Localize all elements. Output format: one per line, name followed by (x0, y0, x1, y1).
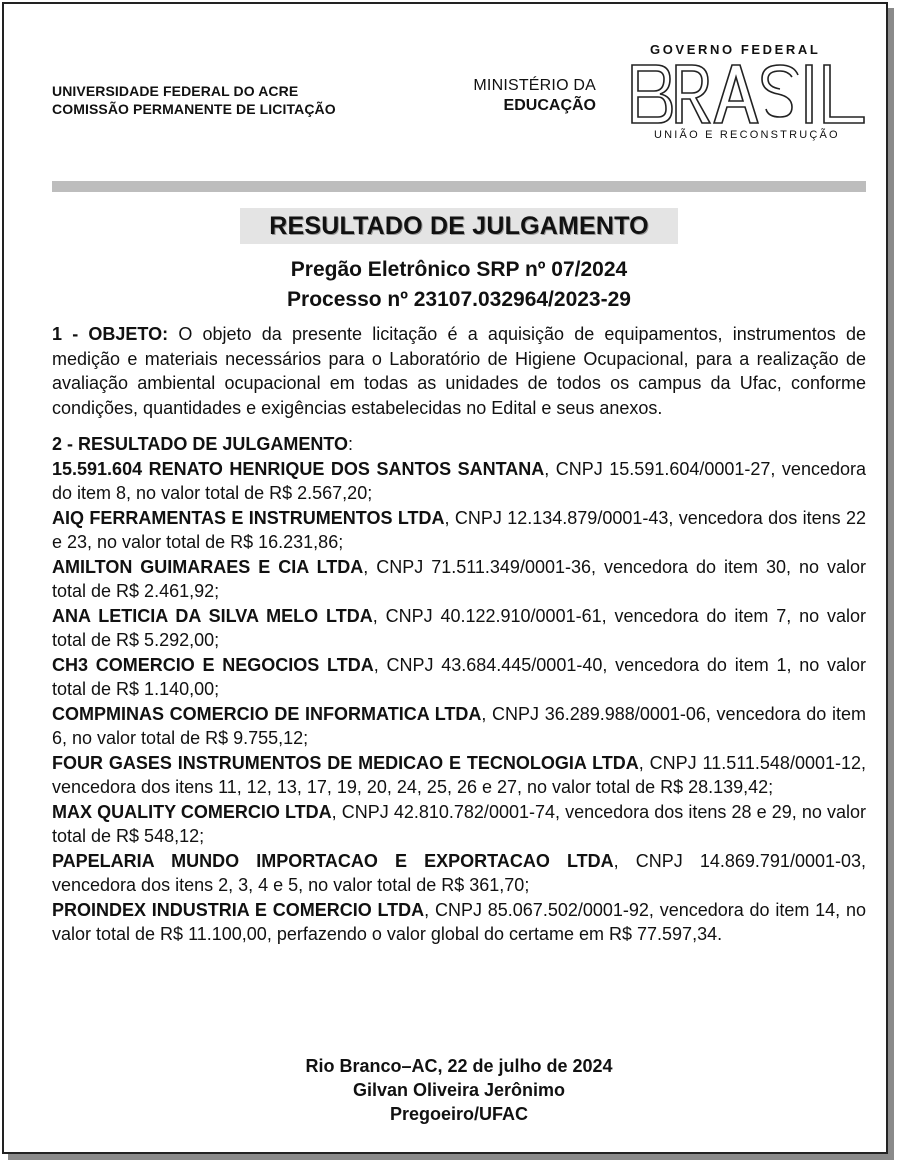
document-title: RESULTADO DE JULGAMENTO (269, 212, 649, 240)
winner-details: , CNPJ 15.591.604/0001-27, vencedora do item 8, no valor total de R$ 2.567,20; (52, 458, 866, 503)
notice-body (52, 322, 866, 947)
header-divider (52, 181, 866, 192)
winner-entry (52, 506, 866, 555)
signature-place-date: Rio Branco–AC, 22 de julho de 2024 (305, 1056, 613, 1076)
ministry-line2: EDUCAÇÃO (503, 97, 596, 114)
signature-role: Pregoeiro/UFAC (389, 1104, 529, 1124)
commission-name: COMISSÃO PERMANENTE DE LICITAÇÃO (52, 101, 336, 117)
signature-block (52, 1054, 866, 1126)
winner-details: , CNPJ 14.869.791/0001-03, vencedora dos itens 2, 3, 4 e 5, no valor total de R$ 361,70; (52, 850, 867, 895)
objeto-paragraph (52, 322, 866, 420)
winner-name: FOUR GASES INSTRUMENTOS DE MEDICAO E TECNOLOGIA LTDA (52, 752, 639, 773)
winner-name: AMILTON GUIMARAES E CIA LTDA (52, 556, 364, 577)
document-title-box (240, 208, 678, 244)
winner-entry (52, 849, 866, 898)
subtitle-pregao: Pregão Eletrônico SRP nº 07/2024 (290, 258, 628, 281)
winner-details: , CNPJ 85.067.502/0001-92, vencedora do item 14, no valor total de R$ 11.100,00, perfazendo o valor global do certame em R$ 77.597,34. (52, 899, 866, 944)
gov-bottom-label: UNIÃO E RECONSTRUÇÃO (654, 129, 840, 141)
winner-name: 15.591.604 RENATO HENRIQUE DOS SANTOS SANTANA (52, 458, 545, 479)
government-logo (628, 42, 870, 141)
institution-header (52, 82, 336, 118)
winner-entry (52, 702, 866, 751)
result-heading (52, 432, 866, 457)
winner-entry (52, 898, 866, 947)
winner-details: , CNPJ 40.122.910/0001-61, vencedora do item 7, no valor total de R$ 5.292,00; (52, 605, 867, 650)
result-colon: : (348, 434, 354, 454)
brasil-logo-icon (628, 63, 868, 125)
winner-details: , CNPJ 43.684.445/0001-40, vencedora do item 1, no valor total de R$ 1.140,00; (52, 654, 867, 699)
winner-entry (52, 555, 866, 604)
winner-name: MAX QUALITY COMERCIO LTDA (52, 801, 332, 822)
winner-name: PROINDEX INDUSTRIA E COMERCIO LTDA (52, 899, 425, 920)
winner-details: , CNPJ 71.511.349/0001-36, vencedora do item 30, no valor total de R$ 2.461,92; (52, 556, 867, 601)
winner-name: CH3 COMERCIO E NEGOCIOS LTDA (52, 654, 374, 675)
institution-name: UNIVERSIDADE FEDERAL DO ACRE (52, 83, 299, 99)
result-label: 2 - RESULTADO DE JULGAMENTO (52, 434, 349, 454)
signature-name: Gilvan Oliveira Jerônimo (352, 1080, 566, 1100)
winner-details: , CNPJ 11.511.548/0001-12, vencedora dos itens 11, 12, 13, 17, 19, 20, 24, 25, 26 e 27, no valor total de R$ 28.139,42; (52, 752, 867, 797)
ministry-line1: MINISTÉRIO DA (473, 77, 596, 94)
ministry-logo (458, 76, 596, 116)
winner-details: , CNPJ 12.134.879/0001-43, vencedora dos itens 22 e 23, no valor total de R$ 16.231,86; (52, 507, 866, 552)
gov-top-label: GOVERNO FEDERAL (650, 42, 821, 57)
objeto-text: O objeto da presente licitação é a aquisição de equipamentos, instrumentos de medição e materiais necessários para o Laboratório de Higiene Ocupacional, para a realização de avaliação ambiental ocupacional em todas as unidades de todos os campus da Ufac, conforme condições, quantidades e exigências estabelecidas no Edital e seus anexos. (52, 324, 866, 418)
subtitle-processo: Processo nº 23107.032964/2023-29 (287, 288, 631, 311)
winner-details: , CNPJ 36.289.988/0001-06, vencedora do item 6, no valor total de R$ 9.755,12; (52, 703, 866, 748)
winner-entry (52, 604, 866, 653)
winner-entry (52, 800, 866, 849)
notice-frame (2, 2, 888, 1154)
objeto-label: 1 - OBJETO: (52, 324, 169, 344)
winner-entry (52, 653, 866, 702)
winner-entry (52, 457, 866, 506)
winner-name: PAPELARIA MUNDO IMPORTACAO E EXPORTACAO LTDA (52, 850, 614, 871)
winner-name: AIQ FERRAMENTAS E INSTRUMENTOS LTDA (52, 507, 445, 528)
winner-name: ANA LETICIA DA SILVA MELO LTDA (52, 605, 373, 626)
winner-name: COMPMINAS COMERCIO DE INFORMATICA LTDA (52, 703, 482, 724)
winner-details: , CNPJ 42.810.782/0001-74, vencedora dos itens 28 e 29, no valor total de R$ 548,12; (52, 801, 867, 846)
winner-entry (52, 751, 866, 800)
